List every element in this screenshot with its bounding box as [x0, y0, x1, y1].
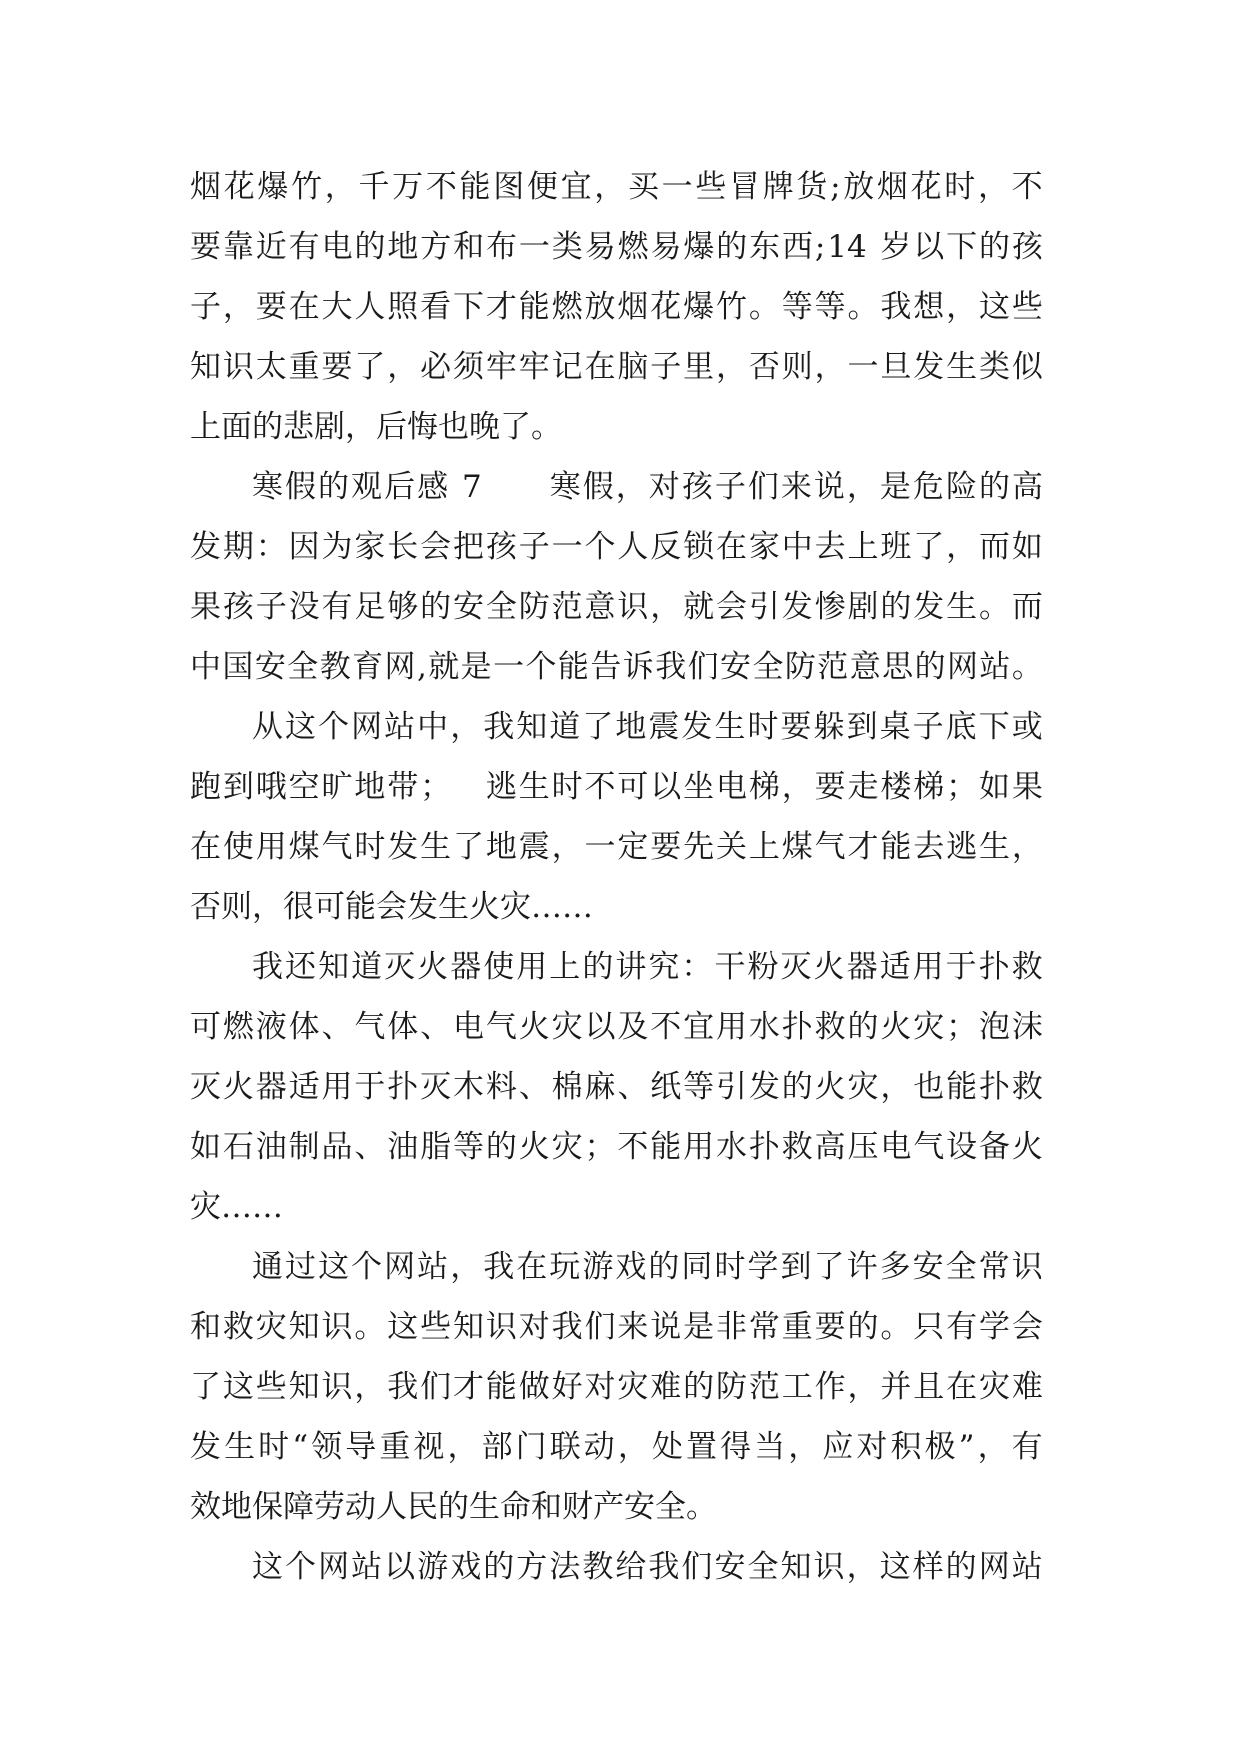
text-line: 在 使 用 煤 气 时 发 生 了 地 震 ， 一 定 要 先 关 上 煤 气 才 能 去 逃 生 ， [190, 829, 1043, 865]
text-line: 灭 火 器 适 用 于 扑 灭 木 料 、 棉 麻 、 纸 等 引 发 的 火 灾 ， 也 能 扑 救 [190, 1069, 1043, 1105]
text-line: 果 孩 子 没 有 足 够 的 安 全 防 范 意 识 ， 就 会 引 发 惨 剧 的 发 生 。 而 [190, 589, 1043, 625]
text-line: 灾…… [190, 1189, 283, 1225]
text-line: 否则，很可能会发生火灾…… [190, 889, 593, 925]
text-line: 和 救 灾 知 识 。 这 些 知 识 对 我 们 来 说 是 非 常 重 要 的 。 只 有 学 会 [190, 1309, 1043, 1345]
text-line: 从 这 个 网 站 中 ， 我 知 道 了 地 震 发 生 时 要 躲 到 桌 子 底 下 或 [252, 709, 1043, 745]
section-heading-line: 寒 假 的 观 后 感 7 寒 假 ， 对 孩 子 们 来 说 ， 是 危 险 的 高 [252, 469, 1043, 505]
text-line: 中 国 安 全 教 育 网 , 就 是 一 个 能 告 诉 我 们 安 全 防 范 意 思 的 网 站 。 [190, 649, 1043, 685]
text-line: 上面的悲剧，后悔也晚了。 [190, 409, 562, 445]
text-line: 效地保障劳动人民的生命和财产安全。 [190, 1489, 717, 1525]
text-line: 要 靠 近 有 电 的 地 方 和 布 一 类 易 燃 易 爆 的 东 西 ; 14 岁 以 下 的 孩 [190, 229, 1043, 265]
text-line: 跑 到 哦 空 旷 地 带 ； 逃 生 时 不 可 以 坐 电 梯 ， 要 走 楼 梯 ； 如 果 [190, 769, 1043, 805]
text-line: 发 期 ： 因 为 家 长 会 把 孩 子 一 个 人 反 锁 在 家 中 去 上 班 了 ， 而 如 [190, 529, 1043, 565]
text-line: 发 生 时 “ 领 导 重 视 ， 部 门 联 动 ， 处 置 得 当 ， 应 对 积 极 ” ， 有 [190, 1429, 1043, 1465]
text-line: 通 过 这 个 网 站 ， 我 在 玩 游 戏 的 同 时 学 到 了 许 多 安 全 常 识 [252, 1249, 1043, 1285]
text-line: 烟 花 爆 竹 ， 千 万 不 能 图 便 宜 ， 买 一 些 冒 牌 货 ; 放 烟 花 时 ， 不 [190, 169, 1043, 205]
text-line: 知 识 太 重 要 了 ， 必 须 牢 牢 记 在 脑 子 里 ， 否 则 ， 一 旦 发 生 类 似 [190, 349, 1043, 385]
text-line: 如 石 油 制 品 、 油 脂 等 的 火 灾 ； 不 能 用 水 扑 救 高 压 电 气 设 备 火 [190, 1129, 1043, 1165]
text-line: 子 ， 要 在 大 人 照 看 下 才 能 燃 放 烟 花 爆 竹 。 等 等 。 我 想 ， 这 些 [190, 289, 1043, 325]
text-line: 这 个 网 站 以 游 戏 的 方 法 教 给 我 们 安 全 知 识 ， 这 样 的 网 站 [252, 1549, 1043, 1585]
text-line: 我 还 知 道 灭 火 器 使 用 上 的 讲 究 ： 干 粉 灭 火 器 适 用 于 扑 救 [252, 949, 1043, 985]
text-line: 了 这 些 知 识 ， 我 们 才 能 做 好 对 灾 难 的 防 范 工 作 ， 并 且 在 灾 难 [190, 1369, 1043, 1405]
text-line: 可 燃 液 体 、 气 体 、 电 气 火 灾 以 及 不 宜 用 水 扑 救 的 火 灾 ； 泡 沫 [190, 1009, 1043, 1045]
